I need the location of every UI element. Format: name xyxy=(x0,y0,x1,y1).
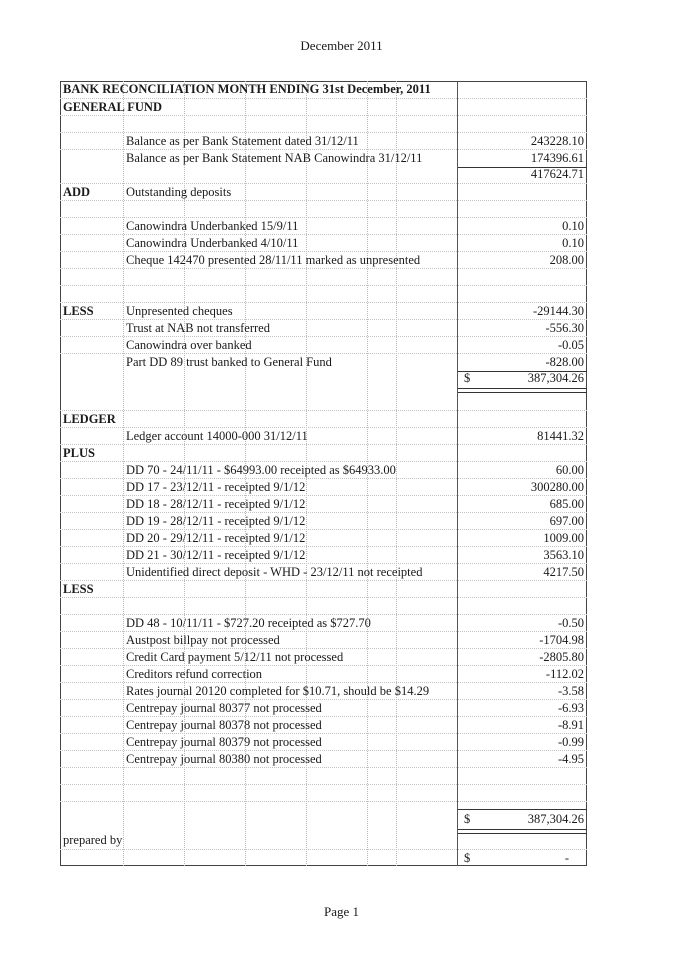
ledger-total: 387,304.26 xyxy=(527,812,584,826)
row-amount: -8.91 xyxy=(557,718,584,732)
less-row xyxy=(60,580,587,598)
table-row xyxy=(60,699,587,717)
row-amount: -1704.98 xyxy=(539,633,584,647)
row-description: Canowindra Underbanked 4/10/11 xyxy=(126,236,299,250)
plus-row xyxy=(60,444,587,462)
row-amount: 60.00 xyxy=(555,463,584,477)
table-row xyxy=(60,427,587,445)
general-fund-total: 387,304.26 xyxy=(527,371,584,385)
row-amount: -0.99 xyxy=(557,735,584,749)
table-row xyxy=(60,716,587,734)
row-amount: 300280.00 xyxy=(530,480,584,494)
table-row xyxy=(60,495,587,513)
blank-row xyxy=(60,268,587,286)
row-description: Balance as per Bank Statement NAB Canowindra 31/12/11 xyxy=(126,151,423,165)
total-row xyxy=(60,370,587,387)
row-description: Centrepay journal 80380 not processed xyxy=(126,752,322,766)
row-amount: 0.10 xyxy=(562,236,584,250)
subtotal-row xyxy=(60,166,587,183)
row-amount: -556.30 xyxy=(545,321,584,335)
report-title: BANK RECONCILIATION MONTH ENDING 31st December, 2011 xyxy=(63,82,431,96)
table-row xyxy=(60,478,587,496)
total-rule xyxy=(458,809,587,810)
row-description: Centrepay journal 80377 not processed xyxy=(126,701,322,715)
row-description: Part DD 89 trust banked to General Fund xyxy=(126,355,332,369)
table-row xyxy=(60,217,587,235)
blank-row xyxy=(60,285,587,303)
page-header: December 2011 xyxy=(300,38,383,53)
plus-label: PLUS xyxy=(63,446,95,460)
row-amount: -0.05 xyxy=(557,338,584,352)
table-row xyxy=(60,234,587,252)
add-row xyxy=(60,183,587,201)
row-amount: -112.02 xyxy=(545,667,584,681)
row-description: Centrepay journal 80379 not processed xyxy=(126,735,322,749)
table-row xyxy=(60,648,587,666)
blank-row xyxy=(60,200,587,218)
prepared-by-row xyxy=(60,832,587,849)
row-amount: 685.00 xyxy=(549,497,584,511)
page-footer: Page 1 xyxy=(323,904,360,919)
table-row xyxy=(60,319,587,337)
row-description: Trust at NAB not transferred xyxy=(126,321,270,335)
balance-total: 417624.71 xyxy=(530,167,584,181)
add-label: ADD xyxy=(63,185,91,199)
blank-row xyxy=(60,784,587,802)
currency-symbol: $ xyxy=(464,812,471,826)
reconciliation-sheet xyxy=(60,81,587,866)
row-description: DD 20 - 29/12/11 - receipted 9/1/12 xyxy=(126,531,306,545)
row-description: Unpresented cheques xyxy=(126,304,233,318)
row-description: Canowindra over banked xyxy=(126,338,252,352)
row-amount: -0.50 xyxy=(557,616,584,630)
row-description: Unidentified direct deposit - WHD - 23/12/11 not receipted xyxy=(126,565,423,579)
row-description: Centrepay journal 80378 not processed xyxy=(126,718,322,732)
table-row xyxy=(60,750,587,768)
row-amount: -29144.30 xyxy=(532,304,584,318)
row-amount: 208.00 xyxy=(549,253,584,267)
less-label: LESS xyxy=(63,582,94,596)
blank-row xyxy=(60,393,587,410)
signature-row xyxy=(60,849,587,867)
prepared-by-label: prepared by xyxy=(63,833,123,847)
table-row xyxy=(60,512,587,530)
table-row xyxy=(60,546,587,564)
row-description: Ledger account 14000-000 31/12/11 xyxy=(126,429,308,443)
table-row xyxy=(60,631,587,649)
row-amount: 3563.10 xyxy=(543,548,584,562)
table-row xyxy=(60,529,587,547)
title-row xyxy=(60,81,587,98)
table-row xyxy=(60,251,587,269)
table-row xyxy=(60,353,587,371)
row-amount: -4.95 xyxy=(557,752,584,766)
table-row xyxy=(60,461,587,479)
currency-symbol: $ xyxy=(464,371,471,385)
blank-row xyxy=(60,597,587,615)
table-row xyxy=(60,302,587,320)
row-amount: 0.10 xyxy=(562,219,584,233)
blank-row xyxy=(60,115,587,133)
row-amount: 174396.61 xyxy=(530,151,584,165)
row-description: Cheque 142470 presented 28/11/11 marked as unpresented xyxy=(126,253,421,267)
ledger-row xyxy=(60,410,587,428)
total-row xyxy=(60,811,587,828)
table-row xyxy=(60,132,587,150)
blank-row xyxy=(60,767,587,785)
row-description: Rates journal 20120 completed for $10.71, should be $14.29 xyxy=(126,684,430,698)
row-amount: 243228.10 xyxy=(530,134,584,148)
row-amount: 697.00 xyxy=(549,514,584,528)
row-description: DD 17 - 23/12/11 - receipted 9/1/12 xyxy=(126,480,306,494)
currency-symbol: $ xyxy=(464,851,471,865)
less-label: LESS xyxy=(63,304,94,318)
row-amount: 81441.32 xyxy=(537,429,584,443)
table-row xyxy=(60,665,587,683)
row-amount: 4217.50 xyxy=(543,565,584,579)
row-description: Austpost billpay not processed xyxy=(126,633,280,647)
table-row xyxy=(60,336,587,354)
row-amount: -828.00 xyxy=(545,355,584,369)
general-fund-row xyxy=(60,98,587,116)
row-amount: 1009.00 xyxy=(543,531,584,545)
row-amount: -2805.80 xyxy=(539,650,584,664)
row-description: DD 21 - 30/12/11 - receipted 9/1/12 xyxy=(126,548,306,562)
row-description: DD 48 - 10/11/11 - $727.20 receipted as $727.70 xyxy=(126,616,371,630)
row-description: Balance as per Bank Statement dated 31/12/11 xyxy=(126,134,359,148)
row-amount: -3.58 xyxy=(557,684,584,698)
row-description: DD 70 - 24/11/11 - $64993.00 receipted as $64933.00 xyxy=(126,463,396,477)
add-heading: Outstanding deposits xyxy=(126,185,232,199)
row-description: Canowindra Underbanked 15/9/11 xyxy=(126,219,299,233)
row-description: DD 18 - 28/12/11 - receipted 9/1/12 xyxy=(126,497,306,511)
prepared-by-value: - xyxy=(564,851,569,865)
table-row xyxy=(60,682,587,700)
row-description: Credit Card payment 5/12/11 not processed xyxy=(126,650,344,664)
row-description: Creditors refund correction xyxy=(126,667,263,681)
table-row xyxy=(60,563,587,581)
general-fund-label: GENERAL FUND xyxy=(63,100,162,114)
table-row xyxy=(60,149,587,167)
table-row xyxy=(60,614,587,632)
table-row xyxy=(60,733,587,751)
ledger-label: LEDGER xyxy=(63,412,116,426)
row-amount: -6.93 xyxy=(557,701,584,715)
row-description: DD 19 - 28/12/11 - receipted 9/1/12 xyxy=(126,514,306,528)
